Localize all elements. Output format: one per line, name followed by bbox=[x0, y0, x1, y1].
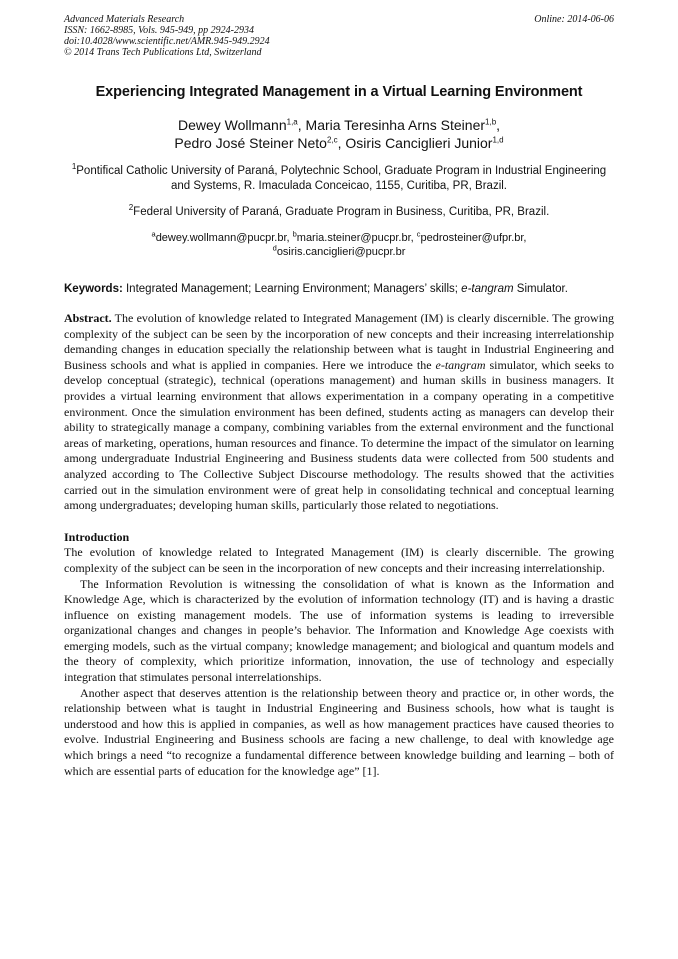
running-header bbox=[64, 14, 614, 58]
affiliation-1 bbox=[64, 164, 614, 194]
abstract bbox=[64, 311, 614, 514]
author-sup: 2,c bbox=[326, 135, 338, 145]
author-separator: , bbox=[337, 135, 346, 151]
intro-paragraph-3: Another aspect that deserves attention is the relationship between theory and practice or, in other words, the relationship between what is taught in Industrial Engineering and Business schools, how what is taught is understood and how this is applied in companies, as well as how management practices have caused theories to evolve. Industrial Engineering and Business schools are facing a new challenge, to deal with knowledge age which brings a need “to recognize a fundamental difference between knowledge building and learning – both of which are essential parts of education for the knowledge age” [1]. bbox=[64, 685, 614, 778]
affiliation-sup: 1 bbox=[71, 162, 77, 172]
journal-name: Advanced Materials Research bbox=[64, 14, 185, 25]
keywords-italic: e-tangram bbox=[461, 283, 514, 295]
author-line-1 bbox=[64, 116, 614, 134]
issn-line: ISSN: 1662-8985, Vols. 945-949, pp 2924-2934 bbox=[64, 25, 254, 36]
author-separator-trailing: , bbox=[496, 117, 501, 133]
keywords-tail: Simulator. bbox=[513, 283, 568, 295]
email-link[interactable]: maria.steiner@pucpr.br, bbox=[296, 232, 417, 244]
affiliation-sup: 2 bbox=[128, 203, 134, 213]
abstract-italic: e-tangram bbox=[435, 357, 486, 372]
keywords-line bbox=[64, 283, 614, 295]
email-list bbox=[64, 231, 614, 259]
keywords-text: Integrated Management; Learning Environment; Managers’ skills; bbox=[122, 283, 462, 295]
author-sup: 1,d bbox=[492, 135, 504, 145]
doi-line: doi:10.4028/www.scientific.net/AMR.945-949.2924 bbox=[64, 36, 270, 47]
abstract-label: Abstract. bbox=[64, 311, 112, 325]
abstract-text-1: The evolution of knowledge related to Integrated Management (IM) is clearly discernible. The growing complexity of the subject can be seen by the incorporation of new concepts and their increasing interrelationship demanding changes in education specially the relationship between what is taught in Industrial Engineering and Business schools and what is applied in companies. Here we introduce the bbox=[64, 311, 614, 372]
intro-paragraph-2: The Information Revolution is witnessing the consolidation of what is known as the Information and Knowledge Age, which is characterized by the evolution of information technology (IT) and is having a drastic influence on existing management models. The use of information systems is leading to irreversible organizational changes and changes in people’s behavior. The Information and Knowledge Age coexists with emerging models, such as the virtual company; knowledge management; and biological and quantum models and the theory of complexity, which prioritize information, innovation, the use of technology and especially integration that stimulates personal interrelationships. bbox=[64, 576, 614, 685]
affiliation-2 bbox=[64, 205, 614, 220]
email-sup: b bbox=[292, 229, 297, 239]
email-line-2 bbox=[64, 245, 614, 259]
email-link[interactable]: dewey.wollmann@pucpr.br, bbox=[155, 232, 293, 244]
author-sup: 1,b bbox=[485, 117, 497, 127]
author-sup: 1,a bbox=[286, 117, 298, 127]
affiliation-text: Federal University of Paraná, Graduate Program in Business, Curitiba, PR, Brazil. bbox=[133, 206, 550, 218]
abstract-text-2: simulator, which seeks to develop conceptual (strategic), technical (operations management) and human skills in business managers. It provides a virtual learning environment that allows experimentation in a company operating in a competitive environment. Once the simulation environment has been defined, students acting as managers can develop their ability to strategically manage a company, combining variables from the external environment and the functional areas of marketing, operations, human resources and finance. To determine the impact of the simulator on learning among undergraduate Industrial Engineering and Business students data were collected from 500 students and analyzed according to The Collective Subject Discourse methodology. The results showed that the activities carried out in the simulation environment were of great help in consolidating technical and conceptual learning among undergraduates; developing human skills, particularly those related to negotiations. bbox=[64, 357, 614, 513]
journal-info bbox=[64, 14, 270, 58]
email-link[interactable]: pedrosteiner@ufpr.br, bbox=[420, 232, 527, 244]
copyright-line: © 2014 Trans Tech Publications Ltd, Switzerland bbox=[64, 47, 262, 58]
author-list bbox=[64, 116, 614, 152]
author-name: Dewey Wollmann bbox=[177, 117, 287, 133]
author-separator: , bbox=[297, 117, 306, 133]
affiliation-text: Pontifical Catholic University of Paraná, Polytechnic School, Graduate Program in Industrial Engineering and Systems, R. Imaculada Conceicao, 1155, Curitiba, PR, Brazil. bbox=[76, 165, 607, 192]
email-link[interactable]: osiris.canciglieri@pucpr.br bbox=[276, 246, 406, 258]
paper-title: Experiencing Integrated Management in a Virtual Learning Environment bbox=[95, 84, 583, 100]
author-name: Pedro José Steiner Neto bbox=[174, 135, 327, 151]
email-line-1 bbox=[64, 231, 614, 245]
keywords-label: Keywords: bbox=[64, 283, 123, 295]
author-name: Maria Teresinha Arns Steiner bbox=[305, 117, 486, 133]
online-date: Online: 2014-06-06 bbox=[534, 14, 614, 25]
author-line-2 bbox=[64, 134, 614, 152]
email-sup: d bbox=[272, 243, 277, 253]
email-sup: a bbox=[151, 229, 156, 239]
intro-paragraph-1: The evolution of knowledge related to Integrated Management (IM) is clearly discernible. The growing complexity of the subject can be seen in the incorporation of new concepts and their increasing interrelationship. bbox=[64, 545, 614, 575]
author-name: Osiris Canciglieri Junior bbox=[345, 135, 493, 151]
section-heading-introduction: Introduction bbox=[64, 529, 130, 544]
email-sup: c bbox=[416, 229, 421, 239]
